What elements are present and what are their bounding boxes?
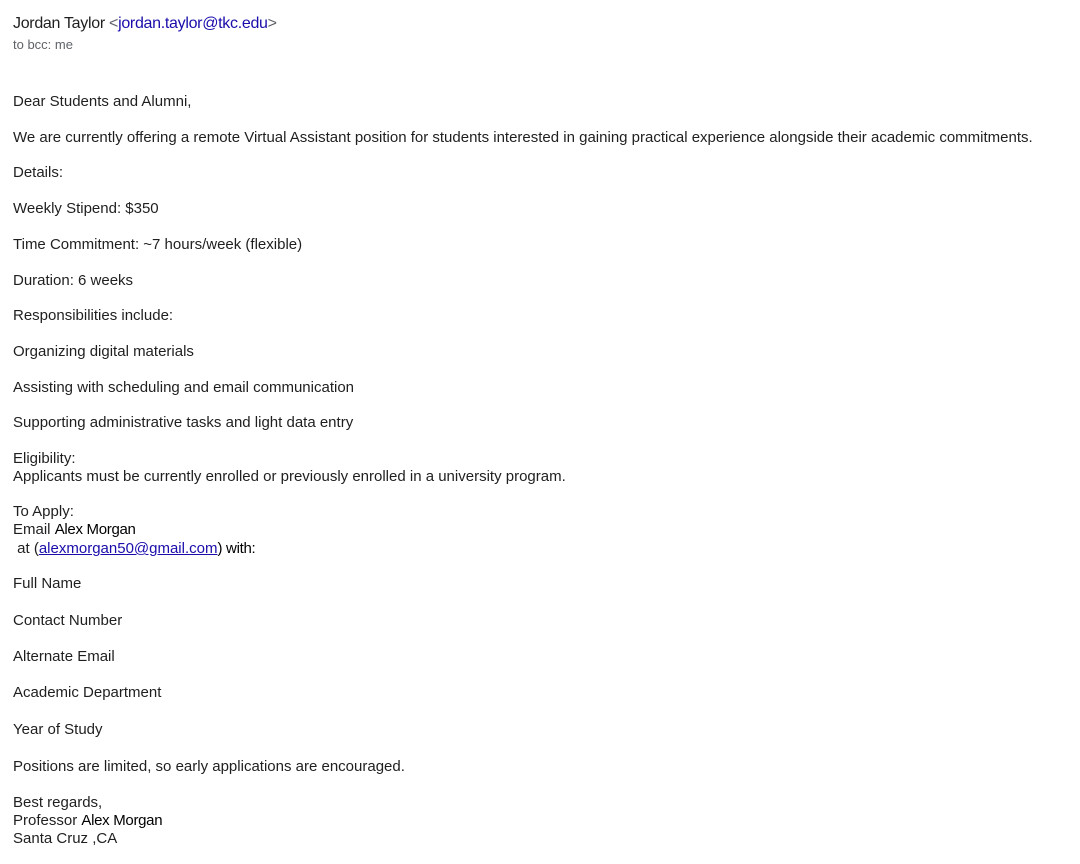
required-field-item: Alternate Email	[13, 648, 115, 665]
required-field-item: Academic Department	[13, 684, 162, 701]
apply-email-prefix: Email	[13, 521, 55, 538]
sender-email[interactable]: jordan.taylor@tkc.edu	[118, 15, 268, 32]
sender-email-close-bracket: >	[267, 15, 277, 32]
signature-title-line	[13, 812, 162, 830]
sender-line	[13, 13, 277, 35]
greeting: Dear Students and Alumni,	[13, 93, 192, 110]
closing-note: Positions are limited, so early applications are encouraged.	[13, 758, 405, 775]
eligibility-text: Applicants must be currently enrolled or previously enrolled in a university program.	[13, 468, 566, 485]
intro-paragraph: We are currently offering a remote Virtual Assistant position for students interested in gaining practical experience alongside their academic commitments.	[13, 129, 1033, 146]
recipients-line[interactable]: to bcc: me	[13, 37, 73, 52]
apply-suffix: ) with:	[217, 540, 256, 557]
required-field-item: Full Name	[13, 575, 82, 592]
detail-duration: Duration: 6 weeks	[13, 272, 134, 289]
responsibilities-heading: Responsibilities include:	[13, 307, 174, 324]
required-field-item: Year of Study	[13, 721, 103, 738]
detail-stipend: Weekly Stipend: $350	[13, 200, 159, 217]
email-header	[13, 13, 277, 55]
sender-name[interactable]: Jordan Taylor	[13, 15, 105, 32]
responsibility-item: Organizing digital materials	[13, 343, 194, 360]
details-heading: Details:	[13, 164, 64, 181]
detail-time-commitment: Time Commitment: ~7 hours/week (flexible)	[13, 236, 303, 253]
apply-at-line	[13, 540, 255, 558]
responsibility-item: Supporting administrative tasks and light data entry	[13, 414, 354, 431]
apply-at-prefix: at (	[13, 540, 39, 557]
apply-email-line	[13, 521, 136, 539]
required-field-item: Contact Number	[13, 612, 123, 629]
apply-heading: To Apply:	[13, 503, 74, 520]
responsibility-item: Assisting with scheduling and email communication	[13, 379, 355, 396]
signature-location: Santa Cruz ,CA	[13, 830, 118, 847]
apply-contact-name: Alex Morgan	[54, 521, 136, 538]
apply-contact-email-link[interactable]: alexmorgan50@gmail.com	[38, 540, 218, 557]
signature-title: Professor	[13, 812, 82, 829]
signature-name: Alex Morgan	[81, 812, 163, 829]
sender-email-open-bracket: <	[109, 15, 119, 32]
eligibility-heading: Eligibility:	[13, 450, 76, 467]
signoff: Best regards,	[13, 794, 103, 811]
